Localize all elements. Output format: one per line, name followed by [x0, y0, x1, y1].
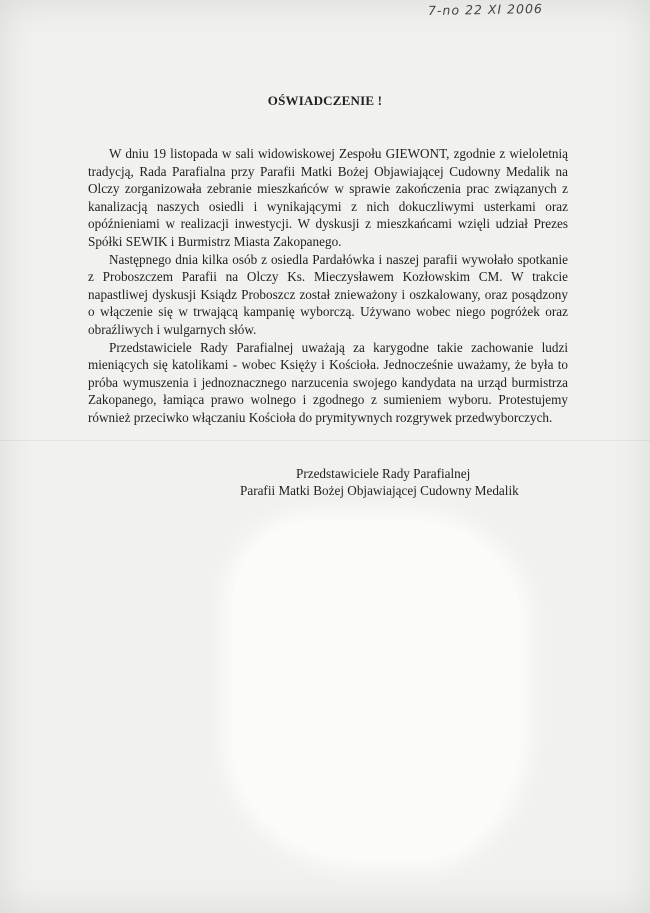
paragraph-1: W dniu 19 listopada w sali widowiskowej Zespołu GIEWONT, zgodnie z wieloletnią tradycją, Rada Parafialna przy Parafii Matki Bożej Objawiającej Cudowny Medalik na Olczy zorganizowała zebranie mieszkańców w sprawie zakończenia prac związanych z kanalizacją naszych osiedli i wynikającymi z nich dokuczliwymi usterkami oraz opóźnieniami w realizacji inwestycji. W dyskusji z mieszkańcami wzięli udział Prezes Spółki SEWIK i Burmistrz Miasta Zakopanego.	[88, 146, 568, 249]
paper-fold	[0, 440, 650, 441]
signature-line-1: Przedstawiciele Rady Parafialnej	[296, 466, 471, 481]
signature-line-2: Parafii Matki Bożej Objawiającej Cudowny Medalik	[240, 483, 519, 498]
paragraph-2: Następnego dnia kilka osób z osiedla Pardałówka i naszej parafii wywołało spotkanie z Proboszczem Parafii na Olczy Ks. Mieczysławem Kozłowskim CM. W trakcie napastliwej dyskusji Ksiądz Proboszcz został znieważony i oszkalowany, oraz posądzony o włączenie się w trwającą kampanię wyborczą. Używano wobec niego pogróżek oraz obraźliwych i wulgarnych słów.	[88, 251, 568, 337]
redacted-area	[232, 520, 522, 860]
document-title: OŚWIADCZENIE !	[267, 93, 383, 108]
paragraph-3: Przedstawiciele Rady Parafialnej uważają za karygodne takie zachowanie ludzi mieniących się katolikami - wobec Księży i Kościoła. Jednocześnie uważamy, że była to próba wymuszenia i jednoznacznego narzucenia swojego kandydata na urząd burmistrza Zakopanego, łamiąca prawo wolnego i zgodnego z sumieniem wyboru. Protestujemy również przeciwko włączaniu Kościoła do prymitywnych rozgrywek przedwyborczych.	[88, 339, 568, 425]
handwritten-date-note: 7-no 22 XI 2006	[427, 0, 544, 19]
signature-block	[240, 465, 570, 499]
document-body	[88, 145, 568, 427]
